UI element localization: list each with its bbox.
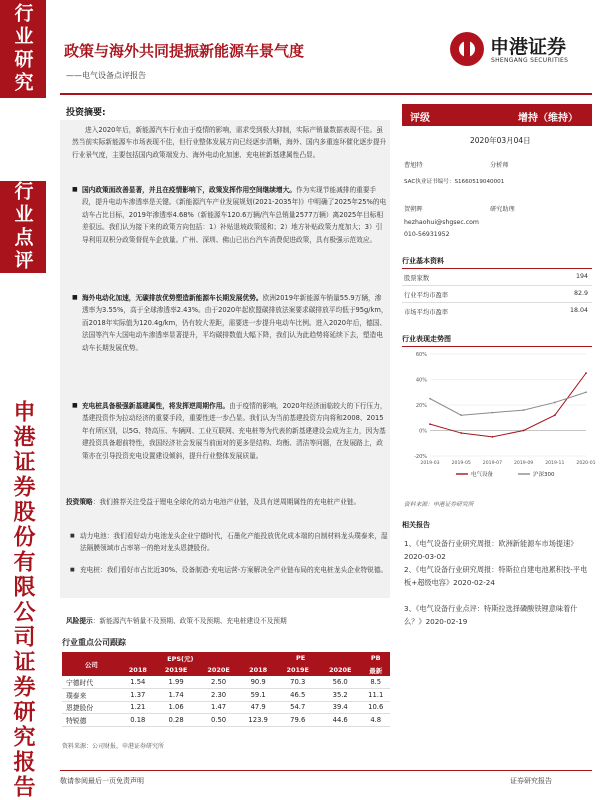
table-cell: 39.4 (319, 701, 361, 714)
data-point (585, 391, 587, 393)
company-table (62, 652, 390, 727)
summary-intro: 进入2020年后，新能源汽车行业由于疫情的影响，需求受到极大抑制，实际产销量数据表现不佳。虽然当前实际新能源车市场表现不佳，但行业整体发展方向已经逐步清晰，海外、国内多重连环催化逐步提升行业景气度，主要包括国内政策端发力、海外电动化加速、充电桩新基建属性凸显。 (72, 126, 387, 159)
col-company: 公司 (62, 652, 121, 676)
group-pe: PE (240, 652, 362, 664)
table-cell: 44.6 (319, 714, 361, 727)
header-divider (60, 93, 592, 95)
table-cell: 0.28 (155, 714, 197, 727)
legend-label: 沪深300 (533, 472, 555, 478)
divider (402, 302, 592, 303)
divider (402, 285, 592, 286)
y-tick-label: 60% (415, 352, 427, 358)
x-tick-label: 2019-03 (420, 461, 440, 466)
company-name-cell: 恩捷股份 (62, 701, 121, 714)
strategy-item-charging: ■ 充电桩：我们看好市占比近30%、设备制造-充电运营-方案解决全产业链布局的充电桩龙头企业特锐德。 (70, 564, 388, 576)
data-point (429, 423, 431, 425)
basic-info-heading: 行业基本资料 (402, 256, 592, 269)
footer-divider (60, 770, 592, 771)
table-cell: 2.30 (197, 689, 239, 702)
analyst2-phone: 010-56931952 (404, 231, 450, 238)
bullet-policy-text: 作为实现节能减排的重要手段，提升电动车渗透率是关键。《新能源汽车产业发展规划(2021-2035年)》中明确了2025年25%的电动车占比目标，2019年渗透率4.68%（新能源车120.6万辆/汽车总销量2577万辆）离2025年目标相差很远。我们认为接下来的政策方向包括：1）补贴退坡政策缓和；2）地方补贴政策力度加大；3）引导利用双积分政策督促车企放量。广州、深圳、佛山已出台汽车消费促进政策，具有极强示范效应。 (82, 186, 387, 244)
table-row (62, 701, 390, 714)
basic-industry-pe (404, 290, 590, 299)
table-cell: 2.50 (197, 676, 239, 689)
logo-text: 申港证券 (490, 36, 567, 58)
group-pb: PB (361, 652, 390, 664)
basic-market-pe (404, 307, 590, 316)
company-vertical-label: 申港证券股份有限公司证券研究报告 (10, 400, 36, 800)
bullet-charging-bold: 充电桩具备极强新基建属性，将发挥逆周期作用。 (82, 402, 230, 410)
col-pb-latest: 最新 (361, 664, 390, 676)
footer-label: 证券研究报告 (510, 777, 552, 785)
rating-label: 评级 (410, 113, 430, 124)
y-tick-label: 20% (415, 403, 427, 409)
report-subtitle: ——电气设备点评报告 (66, 71, 146, 80)
summary-heading: 投资摘要: (66, 108, 106, 118)
table-cell: 59.1 (240, 689, 277, 702)
x-tick-label: 2019-07 (482, 461, 503, 466)
analyst2-name: 贺朝晖 (404, 206, 423, 213)
bullet-policy-bold: 国内政策面改善显著，并且在疫情影响下，政策发挥作用空间继续增大。 (82, 186, 296, 194)
summary-box (60, 120, 390, 598)
stock-count-label: 股票家数 (404, 275, 430, 282)
risk-text: ：新能源汽车销量不及预期、政策不及预期、充电桩建设不及预期 (92, 617, 287, 625)
table-cell: 90.9 (240, 676, 277, 689)
table-cell: 56.0 (319, 676, 361, 689)
company-name-cell: 璞泰来 (62, 689, 121, 702)
logo-english-text: SHENGANG SECURITIES (491, 57, 569, 64)
data-point (523, 430, 525, 432)
market-pe-label: 市场平均市盈率 (404, 309, 449, 316)
table-cell: 46.5 (277, 689, 319, 702)
table-cell: 1.99 (155, 676, 197, 689)
col-eps-2019e: 2019E (155, 664, 197, 676)
footer-disclaimer[interactable]: 敬请参阅最后一页免责声明 (60, 777, 144, 785)
performance-chart-svg (404, 348, 596, 496)
company-logo (450, 30, 590, 70)
related-report-1[interactable]: 1、《电气设备行业研究周报：欧洲新能源车市场提速》2020-03-02 (404, 539, 578, 561)
x-tick-label: 2019-05 (451, 461, 471, 466)
market-pe-value: 18.04 (569, 307, 588, 314)
rating-value: 增持（维持） (518, 113, 578, 124)
col-pe-2020e: 2020E (319, 664, 361, 676)
table-cell: 11.1 (361, 689, 390, 702)
table-cell: 70.3 (277, 676, 319, 689)
data-point (585, 372, 587, 374)
summary-bullet-policy (72, 184, 388, 246)
company-name-cell: 宁德时代 (62, 676, 121, 689)
related-heading: 相关报告 (402, 521, 430, 529)
company-table-title: 行业重点公司跟踪 (62, 638, 126, 647)
data-point (460, 432, 462, 434)
col-eps-2020e: 2020E (197, 664, 239, 676)
legend-label: 电气设备 (471, 472, 494, 478)
x-tick-label: 2019-09 (513, 461, 534, 466)
risk-note (66, 615, 384, 627)
report-date: 2020年03月04日 (470, 136, 531, 145)
y-tick-label: -20% (414, 454, 427, 460)
summary-bullet-overseas (72, 292, 388, 354)
table-cell: 47.9 (240, 701, 277, 714)
data-point (492, 412, 494, 414)
analyst2-email[interactable]: hezhaohui@shgsec.com (404, 219, 479, 226)
chart-source: 资料来源：申港证券研究所 (404, 502, 474, 508)
table-cell: 1.06 (155, 701, 197, 714)
stock-count-value: 194 (575, 273, 588, 280)
series-line-1 (430, 392, 586, 415)
table-cell: 1.37 (121, 689, 155, 702)
data-point (429, 398, 431, 400)
table-cell: 0.18 (121, 714, 155, 727)
data-point (523, 409, 525, 411)
table-row (62, 689, 390, 702)
data-point (460, 414, 462, 416)
data-point (554, 402, 556, 404)
data-point (554, 414, 556, 416)
table-cell: 1.47 (197, 701, 239, 714)
related-report-3[interactable]: 3、《电气设备行业点评：特斯拉选择磷酸铁锂意味着什么？》2020-02-19 (404, 604, 578, 626)
basic-stock-count (404, 273, 590, 282)
bullet-overseas-bold: 海外电动化加速，无碳排放优势塑造新能源车长期发展优势。 (82, 294, 263, 302)
table-cell: 1.21 (121, 701, 155, 714)
table-cell: 35.2 (319, 689, 361, 702)
company-name-cell: 特锐德 (62, 714, 121, 727)
table-source: 资料来源：公司财报，申港证券研究所 (62, 743, 165, 750)
table-cell: 123.9 (240, 714, 277, 727)
industry-pe-label: 行业平均市盈率 (404, 292, 449, 299)
table-cell: 1.54 (121, 676, 155, 689)
analyst1-role: 分析师 (490, 162, 509, 169)
report-type-label: 行业点评 (0, 181, 46, 273)
related-report-2[interactable]: 2、《电气设备行业研究周报：特斯拉自建电池累积技-平电板+超级电容》2020-02-24 (404, 565, 588, 587)
report-title: 政策与海外共同提振新能源车景气度 (64, 42, 305, 60)
table-cell: 4.8 (361, 714, 390, 727)
table-cell: 1.74 (155, 689, 197, 702)
trend-heading: 行业表现走势图 (402, 334, 592, 347)
x-tick-label: 2020-01 (576, 461, 596, 466)
y-tick-label: 40% (415, 377, 427, 384)
table-cell: 79.6 (277, 714, 319, 727)
bullet-charging-text: 由于疫情的影响，2020年经济面临较大的下行压力，基建投资作为拉动经济的重要手段，重要性进一步凸显。我们认为当前基建投资方向将和2008、2015年有所区别，以5G、特高压、车辆网、工业互联网、充电桩等为代表的新基建建设会成为主力，因为基建投资具备超前特性，我国经济社会发展当前面对的更多是结构、均衡、清洁等问题，在发展路上，政策亦在引导投资充电设置建设倾斜，提升行业整体发展质量。 (82, 402, 387, 460)
sidebar (0, 0, 46, 800)
report-category-label: 行业研究 (0, 0, 46, 98)
strategy-intro (66, 496, 384, 508)
table-cell: 0.50 (197, 714, 239, 727)
summary-bullet-charging (72, 400, 388, 462)
col-pe-2018: 2018 (240, 664, 277, 676)
data-point (492, 436, 494, 438)
logo-icon (450, 32, 484, 66)
table-row (62, 714, 390, 727)
strategy-item-battery: ■ 动力电池：我们看好动力电池龙头企业宁德时代，石墨化产能投放优化成本端的自制材料龙头璞泰来，湿法隔膜领域市占率第一的绝对龙头恩捷股份。 (70, 530, 388, 555)
table-cell: 54.7 (277, 701, 319, 714)
y-tick-label: 0% (419, 428, 427, 435)
industry-pe-value: 82.9 (573, 290, 588, 297)
strategy-bold: 投资策略 (66, 498, 93, 506)
analyst1-cert: SAC执业证书编号：S1660519040001 (404, 179, 505, 185)
col-pe-2019e: 2019E (277, 664, 319, 676)
performance-chart (404, 348, 596, 478)
group-eps: EPS(元) (121, 652, 240, 664)
x-tick-label: 2019-11 (545, 461, 565, 466)
table-row (62, 676, 390, 689)
rating-bar (402, 104, 592, 126)
bullet-overseas-text: 欧洲2019年新能源车销量55.9万辆，渗透率为3.55%，高于全球渗透率2.43%。由于2020年起欧盟碳排放法案要求碳排放平均低于95g/km，而2018年实际值为120.4g/km，仍有较大差距，需要进一步提升电动车比例。进入2020年后，德国、法国等汽车大国电动车渗透率显著提升，平均碳排数值大幅下降，我们认为此趋势将延续下去，塑造电动车长期发展优势。 (82, 294, 388, 352)
table-cell: 8.5 (361, 676, 390, 689)
analyst1-name: 曹旭特 (404, 162, 423, 169)
table-cell: 10.6 (361, 701, 390, 714)
col-eps-2018: 2018 (121, 664, 155, 676)
risk-bold: 风险提示 (66, 617, 93, 625)
analyst2-role: 研究助理 (490, 206, 515, 213)
strategy-text: ：我们推荐关注受益于锂电全球化的动力电池产业链，及具有逆周期属性的充电桩产业链。 (92, 498, 361, 506)
